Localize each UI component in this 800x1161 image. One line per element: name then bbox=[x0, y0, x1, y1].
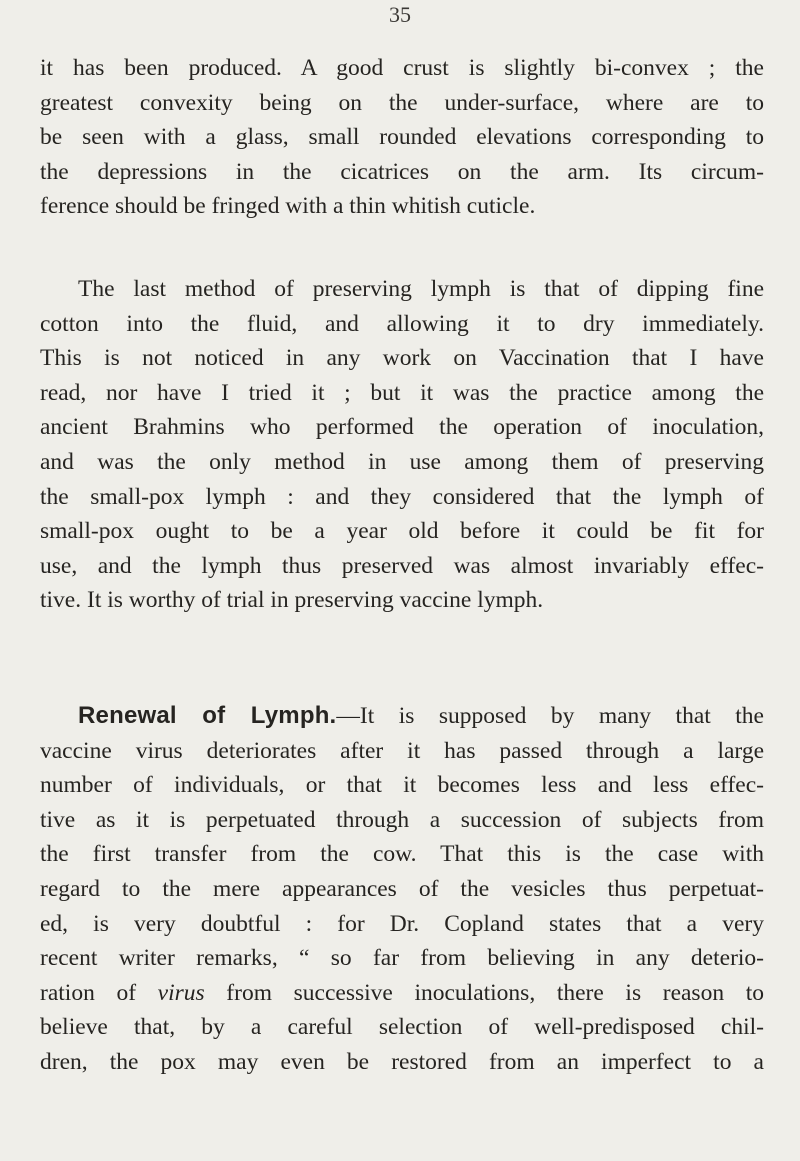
text-line: read, nor have I tried it ; but it was the practice among the bbox=[40, 379, 764, 406]
text-line: small-pox ought to be a year old before it could be fit for bbox=[40, 518, 764, 545]
text-line: the small-pox lymph : and they considered that the lymph of bbox=[40, 483, 764, 510]
text-line: ed, is very doubtful : for Dr. Copland states that a very bbox=[40, 910, 764, 937]
text-line: cotton into the fluid, and allowing it to dry immediately. bbox=[40, 310, 764, 337]
page-number: 35 bbox=[389, 2, 411, 27]
heading-continuation: —It is supposed by many that the bbox=[336, 703, 764, 729]
text-line: it has been produced. A good crust is slightly bi-convex ; the bbox=[40, 55, 764, 81]
text-line: number of individuals, or that it becomes less and less effec- bbox=[40, 772, 764, 799]
text-line: and was the only method in use among them of preserving bbox=[40, 448, 764, 475]
text-line: the depressions in the cicatrices on the arm. Its circum- bbox=[40, 158, 764, 185]
text-line: be seen with a glass, small rounded elevations corresponding to bbox=[40, 124, 764, 151]
paragraph-cotton-method bbox=[40, 272, 764, 618]
text-line: ancient Brahmins who performed the operation of inoculation, bbox=[40, 414, 764, 441]
text-line: recent writer remarks, “ so far from believing in any deterio- bbox=[40, 945, 764, 972]
text-line: the first transfer from the cow. That this is the case with bbox=[40, 841, 764, 868]
italic-term: virus bbox=[157, 979, 205, 1006]
paragraph-renewal-of-lymph bbox=[40, 699, 764, 1080]
paragraph-crust bbox=[40, 51, 764, 224]
text-line: believe that, by a careful selection of well-predisposed chil- bbox=[40, 1014, 764, 1041]
text-line: regard to the mere appearances of the vesicles thus perpetuat- bbox=[40, 875, 764, 902]
text-line: tive as it is perpetuated through a succession of subjects from bbox=[40, 806, 764, 833]
text-line: This is not noticed in any work on Vaccination that I have bbox=[40, 345, 764, 372]
text-run: from successive inoculations, there is reason to bbox=[204, 979, 764, 1006]
text-line: dren, the pox may even be restored from an imperfect to a bbox=[40, 1048, 764, 1075]
text-line bbox=[40, 976, 764, 1011]
text-run: ration of bbox=[40, 979, 158, 1006]
text-line bbox=[40, 699, 764, 734]
text-line: tive. It is worthy of trial in preserving vaccine lymph. bbox=[40, 587, 544, 614]
text-line: vaccine virus deteriorates after it has passed through a large bbox=[40, 737, 764, 764]
text-line: greatest convexity being on the under-surface, where are to bbox=[40, 89, 764, 116]
section-heading: Renewal of Lymph. bbox=[78, 702, 337, 729]
text-line: The last method of preserving lymph is that of dipping fine bbox=[78, 276, 764, 302]
text-line: ference should be fringed with a thin whitish cuticle. bbox=[40, 193, 536, 220]
text-line: use, and the lymph thus preserved was almost invariably effec- bbox=[40, 552, 764, 579]
